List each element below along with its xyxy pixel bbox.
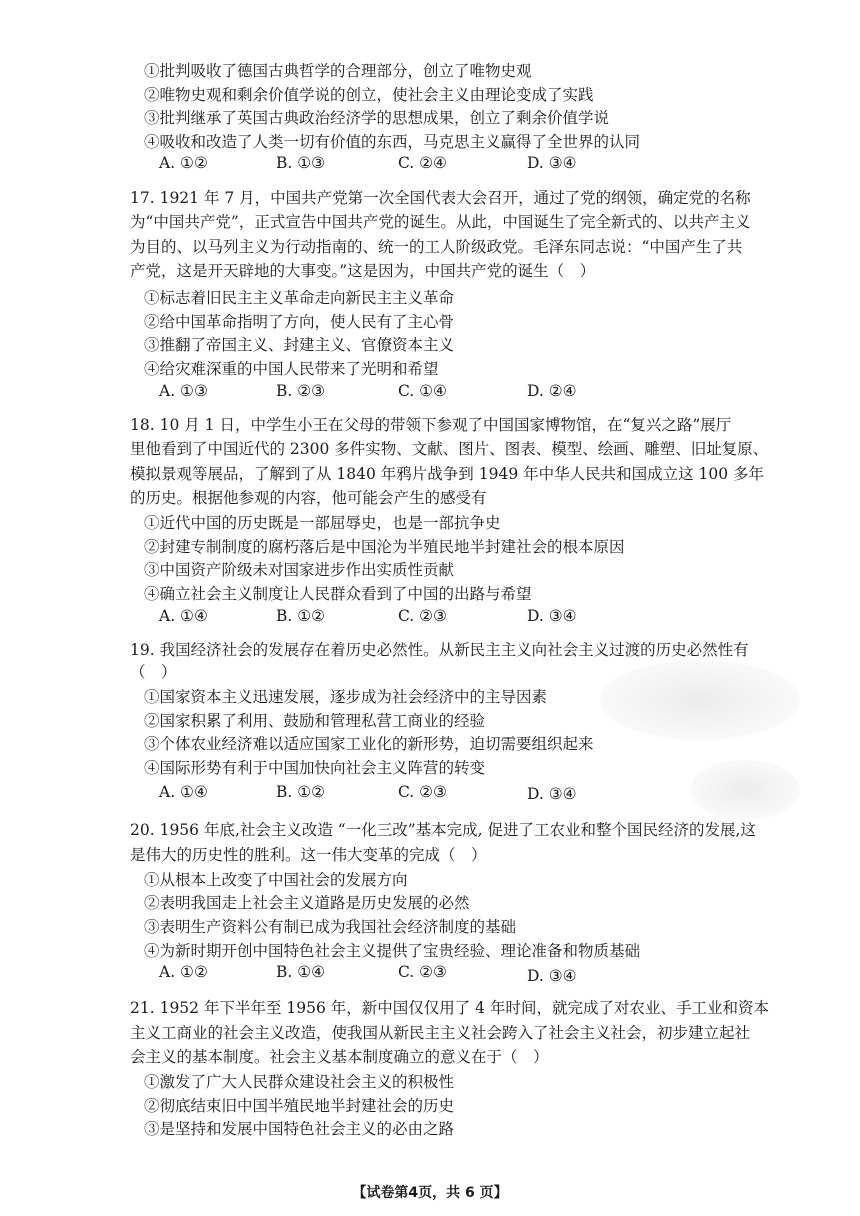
q17-option-2: ②给中国革命指明了方向，使人民有了主心骨 bbox=[144, 313, 455, 331]
q19-option-1: ①国家资本主义迅速发展，逐步成为社会经济中的主导因素 bbox=[144, 688, 548, 706]
q18-option-4: ④确立社会主义制度让人民群众看到了中国的出路与希望 bbox=[144, 585, 532, 603]
q18-choice-b[interactable]: B. ①② bbox=[276, 607, 326, 625]
q18-option-2: ②封建专制制度的腐朽落后是中国沦为半殖民地半封建社会的根本原因 bbox=[144, 538, 625, 556]
q18-choice-c[interactable]: C. ②③ bbox=[398, 607, 447, 625]
q18-stem-line-2: 里他看到了中国近代的 2300 多件实物、文献、图片、图表、模型、绘画、雕塑、旧址复原、 bbox=[130, 440, 769, 458]
q17-stem-line-4: 产党，这是开天辟地的大事变。”这是因为，中国共产党的诞生（ ） bbox=[130, 262, 596, 280]
q16-option-3: ③批判继承了英国古典政治经济学的思想成果，创立了剩余价值学说 bbox=[144, 109, 610, 127]
q20-choice-c[interactable]: C. ②③ bbox=[398, 963, 447, 981]
q18-stem-line-4: 的历史。根据他参观的内容，他可能会产生的感受有 bbox=[130, 489, 487, 507]
q19-choice-d[interactable]: D. ③④ bbox=[527, 785, 577, 803]
q16-option-1: ①批判吸收了德国古典哲学的合理部分，创立了唯物史观 bbox=[144, 62, 532, 80]
q18-option-1: ①近代中国的历史既是一部屈辱史，也是一部抗争史 bbox=[144, 514, 501, 532]
q19-choice-b[interactable]: B. ①② bbox=[276, 783, 326, 801]
q17-option-3: ③推翻了帝国主义、封建主义、官僚资本主义 bbox=[144, 336, 455, 354]
q18-choice-a[interactable]: A. ①④ bbox=[159, 607, 208, 625]
q17-choice-c[interactable]: C. ①④ bbox=[398, 382, 447, 400]
q19-option-2: ②国家积累了利用、鼓励和管理私营工商业的经验 bbox=[144, 712, 486, 730]
q19-choice-c[interactable]: C. ②③ bbox=[398, 783, 447, 801]
q18-stem-line-3: 模拟景观等展品，了解到了从 1840 年鸦片战争到 1949 年中华人民共和国成立这 100 多年 bbox=[130, 465, 765, 483]
q20-choice-d[interactable]: D. ③④ bbox=[527, 967, 577, 985]
q16-choice-b[interactable]: B. ①③ bbox=[276, 154, 326, 172]
q17-choice-b[interactable]: B. ②③ bbox=[276, 382, 326, 400]
q18-choice-d[interactable]: D. ③④ bbox=[527, 607, 577, 625]
q16-option-4: ④吸收和改造了人类一切有价值的东西，马克思主义赢得了全世界的认同 bbox=[144, 133, 641, 151]
q17-stem-line-3: 为目的、以马列主义为行动指南的、统一的工人阶级政党。毛泽东同志说：“中国产生了共 bbox=[130, 238, 743, 256]
q20-option-1: ①从根本上改变了中国社会的发展方向 bbox=[144, 871, 408, 889]
q20-option-3: ③表明生产资料公有制已成为我国社会经济制度的基础 bbox=[144, 918, 517, 936]
q20-choice-a[interactable]: A. ①② bbox=[159, 963, 208, 981]
q19-option-4: ④国际形势有利于中国加快向社会主义阵营的转变 bbox=[144, 759, 486, 777]
q17-choice-a[interactable]: A. ①③ bbox=[159, 382, 208, 400]
q20-choice-b[interactable]: B. ①④ bbox=[276, 963, 326, 981]
q20-stem-line-2: 是伟大的历史性的胜利。这一伟大变革的完成（ ） bbox=[130, 846, 487, 864]
q17-stem-line-1: 17. 1921 年 7 月，中国共产党第一次全国代表大会召开，通过了党的纲领，确定党的名称 bbox=[130, 189, 751, 207]
q16-choice-a[interactable]: A. ①② bbox=[159, 154, 208, 172]
q17-stem-line-2: 为“中国共产党”，正式宣告中国共产党的诞生。从此，中国诞生了完全新式的、以共产主义 bbox=[130, 213, 751, 231]
q21-option-2: ②彻底结束旧中国半殖民地半封建社会的历史 bbox=[144, 1097, 455, 1115]
q20-option-2: ②表明我国走上社会主义道路是历史发展的必然 bbox=[144, 894, 470, 912]
q18-stem-line-1: 18. 10 月 1 日，中学生小王在父母的带领下参观了中国国家博物馆，在“复兴之路”展厅 bbox=[130, 416, 732, 434]
q17-option-4: ④给灾难深重的中国人民带来了光明和希望 bbox=[144, 360, 439, 378]
q19-stem-line-2: （ ） bbox=[130, 663, 177, 681]
q17-option-1: ①标志着旧民主主义革命走向新民主主义革命 bbox=[144, 289, 455, 307]
q21-stem-line-1: 21. 1952 年下半年至 1956 年，新中国仅仅用了 4 年时间，就完成了对农业、手工业和资本 bbox=[130, 999, 769, 1017]
page-footer: 【试卷第4页，共 6 页】 bbox=[352, 1185, 508, 1201]
q21-stem-line-2: 主义工商业的社会主义改造，使我国从新民主主义社会跨入了社会主义社会，初步建立起社 bbox=[130, 1024, 751, 1042]
q19-choice-a[interactable]: A. ①④ bbox=[159, 783, 208, 801]
q21-option-3: ③是坚持和发展中国特色社会主义的必由之路 bbox=[144, 1120, 455, 1138]
q17-choice-d[interactable]: D. ②④ bbox=[527, 382, 577, 400]
q16-option-2: ②唯物史观和剩余价值学说的创立，使社会主义由理论变成了实践 bbox=[144, 86, 594, 104]
q21-option-1: ①激发了广大人民群众建设社会主义的积极性 bbox=[144, 1073, 455, 1091]
q18-option-3: ③中国资产阶级未对国家进步作出实质性贡献 bbox=[144, 561, 455, 579]
q16-choice-d[interactable]: D. ③④ bbox=[527, 154, 577, 172]
q19-stem-line-1: 19. 我国经济社会的发展存在着历史必然性。从新民主主义向社会主义过渡的历史必然性有 bbox=[130, 641, 749, 659]
scan-smudge bbox=[690, 760, 800, 820]
q21-stem-line-3: 会主义的基本制度。社会主义基本制度确立的意义在于（ ） bbox=[130, 1048, 549, 1066]
scan-smudge bbox=[600, 660, 800, 740]
q20-stem-line-1: 20. 1956 年底,社会主义改造 “一化三改”基本完成, 促进了工农业和整个国民经济的发展,这 bbox=[130, 821, 756, 839]
q19-option-3: ③个体农业经济难以适应国家工业化的新形势，迫切需要组织起来 bbox=[144, 735, 594, 753]
q20-option-4: ④为新时期开创中国特色社会主义提供了宝贵经验、理论准备和物质基础 bbox=[144, 942, 641, 960]
q16-choice-c[interactable]: C. ②④ bbox=[398, 154, 447, 172]
